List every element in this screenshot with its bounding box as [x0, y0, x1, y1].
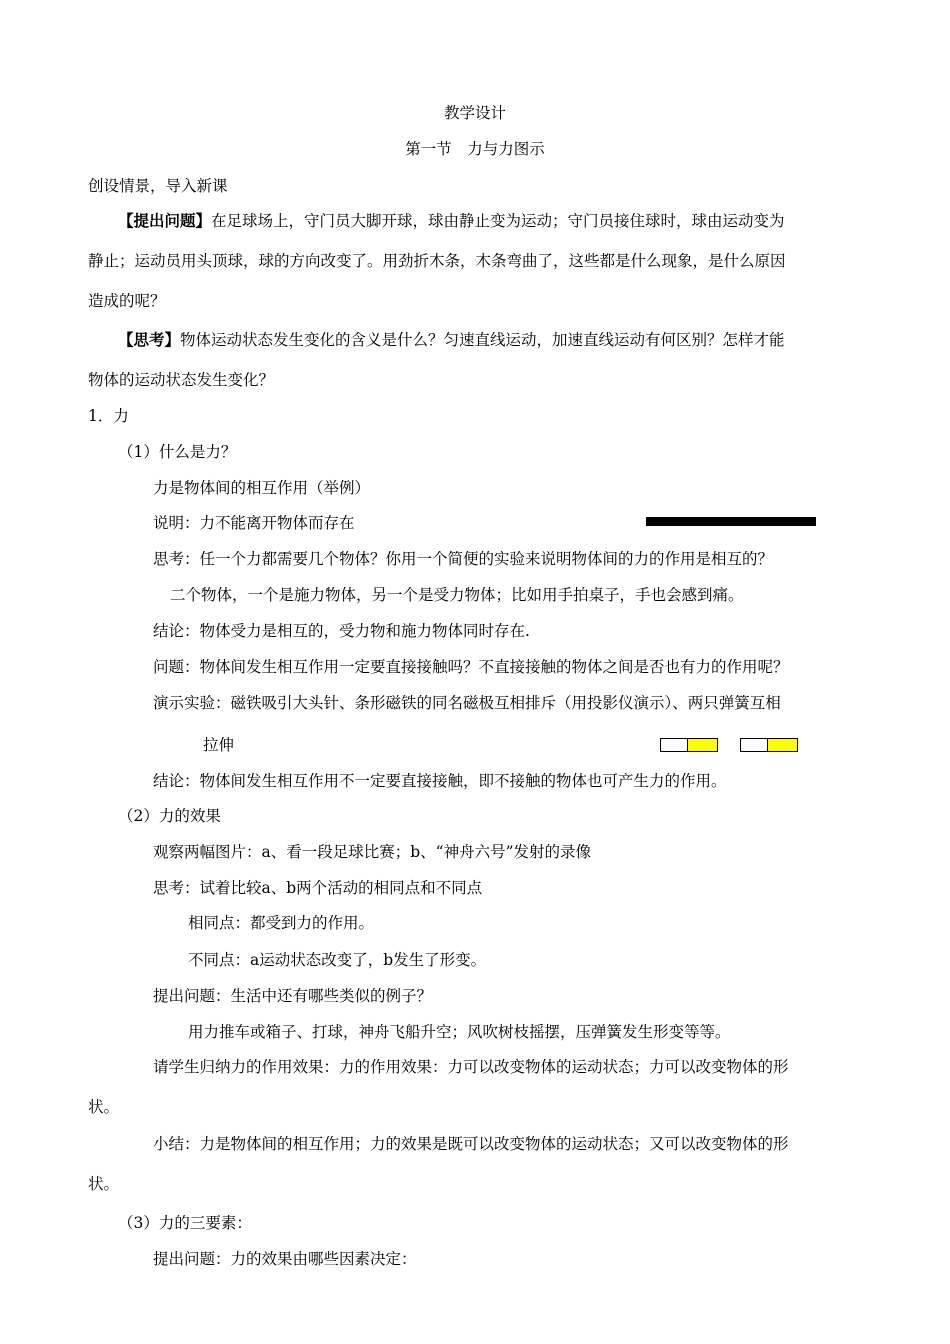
question-text: 在足球场上，守门员大脚开球，球由静止变为运动；守门员接住球时，球由运动变为 [211, 212, 785, 230]
paragraph-line: 力是物体间的相互作用（举例） [153, 479, 371, 497]
paragraph-line: 小结：力是物体间的相互作用；力的效果是既可以改变物体的运动状态；又可以改变物体的形 [153, 1135, 789, 1153]
paragraph-line: 状。 [88, 1175, 120, 1193]
paragraph-line: 思考：任一个力都需要几个物体？你用一个简便的实验来说明物体间的力的作用是相互的？ [153, 550, 774, 568]
paragraph-line: 状。 [88, 1098, 120, 1116]
doc-title: 教学设计 [443, 104, 506, 122]
think-tag: 【思考】 [118, 330, 181, 349]
paragraph-line: 观察两幅图片：a、看一段足球比赛；b、“神舟六号”发射的录像 [153, 843, 592, 861]
paragraph-line: 提出问题：力的效果由哪些因素决定： [153, 1250, 417, 1268]
doc-subtitle: 第一节 力与力图示 [405, 140, 545, 158]
paragraph-line: 思考：试着比较a、b两个活动的相同点和不同点 [153, 879, 483, 897]
paragraph-line: 结论：物体受力是相互的，受力物和施力物体同时存在. [153, 622, 530, 640]
question-tag: 【提出问题】 [118, 211, 212, 230]
paragraph-line: 结论：物体间发生相互作用不一定要直接接触，即不接触的物体也可产生力的作用。 [153, 772, 727, 790]
subsection-heading: （3）力的三要素： [118, 1214, 252, 1232]
paragraph-line: 说明：力不能离开物体而存在 [153, 514, 355, 532]
intro-heading: 创设情景，导入新课 [88, 177, 228, 195]
think-paragraph-line [118, 330, 785, 350]
subsection-heading: （1）什么是力？ [118, 443, 237, 461]
think-paragraph-line: 物体的运动状态发生变化？ [88, 371, 275, 389]
paragraph-line: 问题：物体间发生相互作用一定要直接接触吗？不直接接触的物体之间是否也有力的作用呢？ [153, 658, 789, 676]
black-bar-figure [646, 517, 816, 526]
subsection-heading: （2）力的效果 [118, 807, 221, 825]
think-text: 物体运动状态发生变化的含义是什么？匀速直线运动，加速直线运动有何区别？怎样才能 [180, 331, 785, 349]
paragraph-line: 演示实验：磁铁吸引大头针、条形磁铁的同名磁极互相排斥（用投影仪演示）、两只弹簧互相 [153, 694, 781, 712]
paragraph-line: 二个物体，一个是施力物体，另一个是受力物体；比如用手拍桌子，手也会感到痛。 [170, 586, 744, 604]
question-paragraph-line: 造成的呢？ [88, 292, 166, 310]
magnet-white-half [660, 738, 688, 752]
paragraph-line: 不同点：a运动状态改变了，b发生了形变。 [188, 951, 487, 969]
magnet-yellow-half [767, 738, 798, 752]
paragraph-line: 提出问题：生活中还有哪些类似的例子？ [153, 987, 433, 1005]
magnet-white-half [740, 738, 768, 752]
paragraph-line: 请学生归纳力的作用效果：力的作用效果：力可以改变物体的运动状态；力可以改变物体的形 [153, 1058, 789, 1076]
question-paragraph-line [118, 211, 785, 231]
magnet-yellow-half [687, 738, 718, 752]
paragraph-line: 用力推车或箱子、打球，神舟飞船升空；风吹树枝摇摆，压弹簧发生形变等等。 [188, 1023, 731, 1041]
paragraph-line: 相同点：都受到力的作用。 [188, 914, 375, 932]
question-paragraph-line: 静止；运动员用头顶球，球的方向改变了。用劲折木条，木条弯曲了，这些都是什么现象，是什么原因 [88, 252, 786, 270]
paragraph-line: 拉伸 [203, 736, 235, 754]
section-heading: 1．力 [88, 407, 129, 425]
